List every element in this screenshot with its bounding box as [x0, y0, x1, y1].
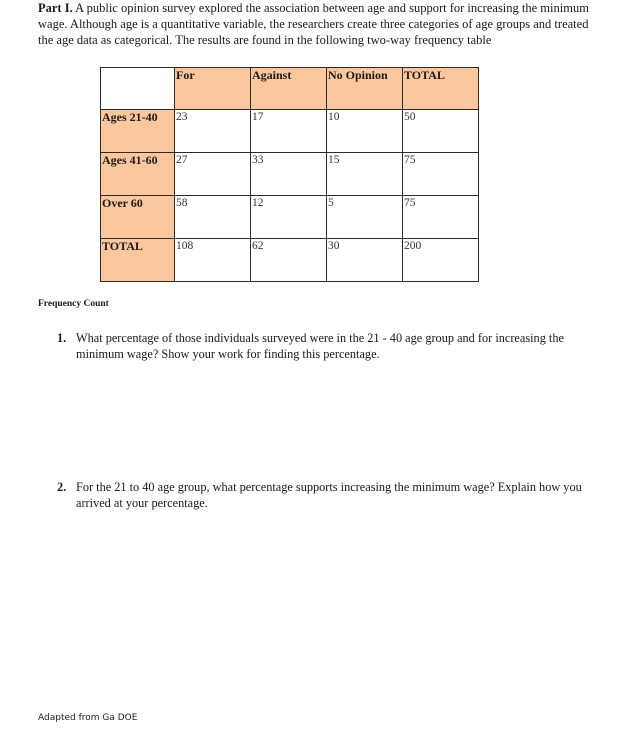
table-cell: 27 [175, 153, 251, 196]
row-label: TOTAL [101, 239, 175, 282]
row-label: Over 60 [101, 196, 175, 239]
table-cell: 17 [251, 110, 327, 153]
question-number: 1. [57, 331, 67, 345]
header-no-opinion: No Opinion [327, 68, 403, 110]
source-footer: Adapted from Ga DOE [38, 713, 138, 723]
row-label: Ages 41-60 [101, 153, 175, 196]
intro-text: A public opinion survey explored the association between age and support for increasing the minimum wage. Although age is a quantitative variable, the researchers create three categories of age groups and treated the age data as categorical. The results are found in the following two-way frequency table [38, 1, 589, 47]
table-cell: 30 [327, 239, 403, 282]
table-cell: 12 [251, 196, 327, 239]
table-cell: 108 [175, 239, 251, 282]
table-cell: 75 [403, 153, 479, 196]
table-cell: 58 [175, 196, 251, 239]
question-text: What percentage of those individuals surveyed were in the 21 - 40 age group and for increasing the minimum wage? Show your work for finding this percentage. [76, 331, 564, 361]
part-label: Part I. [38, 1, 73, 15]
table-cell: 75 [403, 196, 479, 239]
intro-paragraph [38, 0, 604, 48]
table-cell: 5 [327, 196, 403, 239]
table-cell: 62 [251, 239, 327, 282]
table-cell: 50 [403, 110, 479, 153]
header-total: TOTAL [403, 68, 479, 110]
header-for: For [175, 68, 251, 110]
table-cell: 23 [175, 110, 251, 153]
table-cell: 15 [327, 153, 403, 196]
table-row [101, 239, 479, 282]
table-cell: 33 [251, 153, 327, 196]
table-caption: Frequency Count [38, 299, 109, 309]
frequency-table [100, 67, 479, 282]
table-header-row [101, 68, 479, 110]
header-corner-cell [101, 68, 175, 110]
table-row [101, 196, 479, 239]
table-row [101, 153, 479, 196]
table-cell: 200 [403, 239, 479, 282]
question-number: 2. [57, 480, 67, 494]
question-text: For the 21 to 40 age group, what percentage supports increasing the minimum wage? Explain how you arrived at your percentage. [76, 480, 582, 510]
row-label: Ages 21-40 [101, 110, 175, 153]
table-cell: 10 [327, 110, 403, 153]
header-against: Against [251, 68, 327, 110]
table-row [101, 110, 479, 153]
